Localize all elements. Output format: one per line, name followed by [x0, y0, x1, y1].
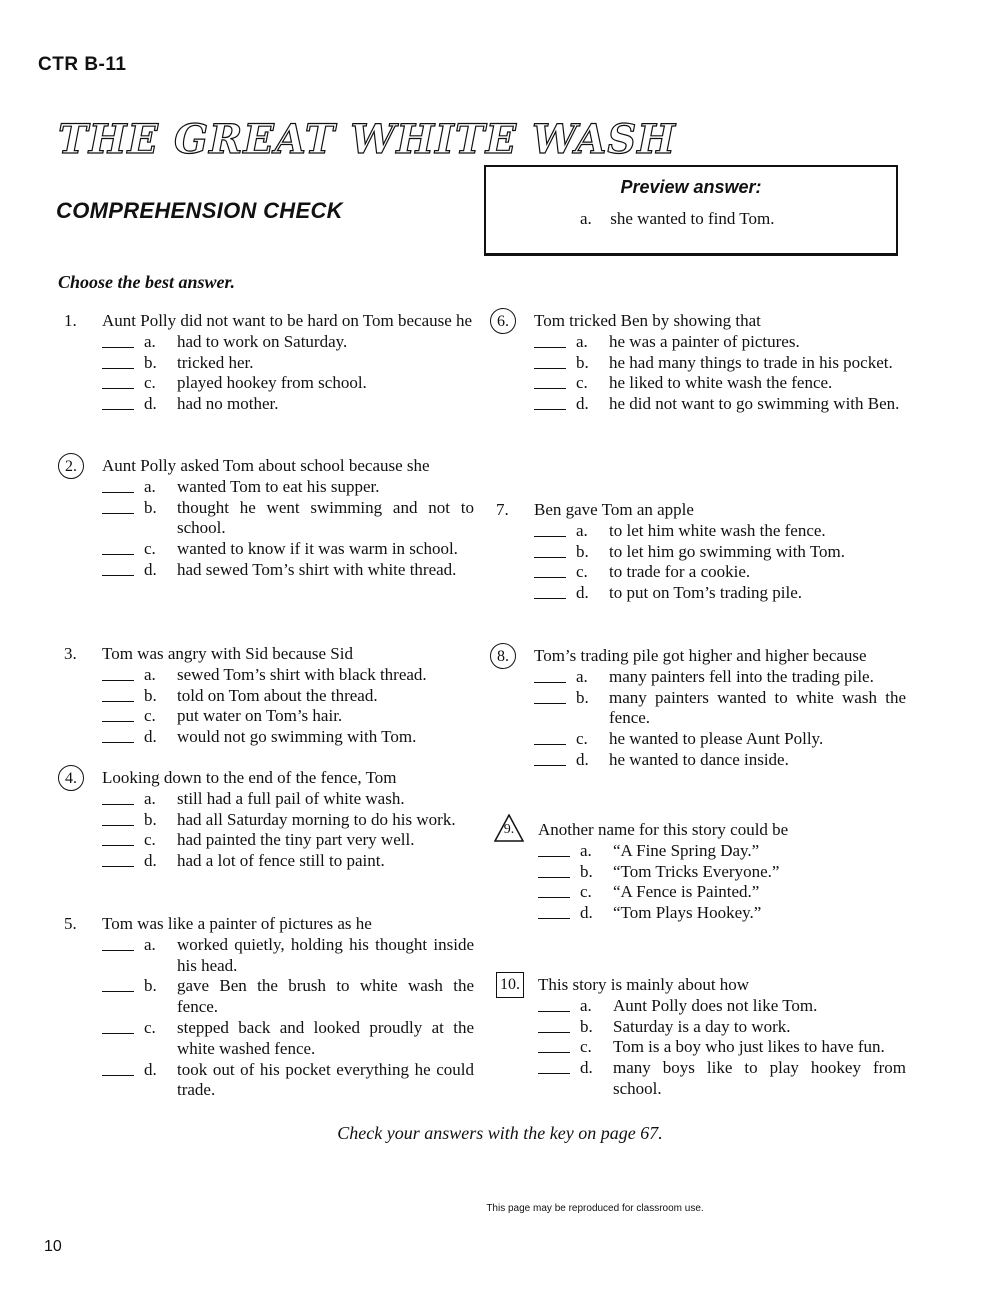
question-1: [64, 311, 474, 415]
option-letter: d.: [144, 394, 157, 414]
option-letter: d.: [144, 851, 157, 871]
question-number-circled: 8.: [490, 643, 516, 669]
option-letter: b.: [576, 687, 589, 707]
answer-option: [102, 830, 474, 851]
option-text: “A Fine Spring Day.”: [613, 840, 760, 860]
answer-option: [102, 373, 474, 394]
option-text: many painters fell into the trading pile.: [609, 666, 874, 686]
option-text: tricked her.: [177, 352, 254, 372]
question-number: 9.: [503, 822, 515, 837]
question-2: [64, 456, 474, 581]
option-letter: c.: [144, 373, 156, 393]
option-letter: d.: [144, 727, 157, 747]
answer-option: [534, 562, 906, 583]
answer-blank[interactable]: [534, 544, 566, 558]
answer-option: [102, 394, 474, 415]
option-text: worked quietly, holding his thought inside his head.: [177, 934, 474, 975]
answer-option: [538, 903, 906, 924]
answer-blank[interactable]: [534, 564, 566, 578]
option-letter: b.: [144, 685, 157, 705]
answer-option: [102, 1018, 474, 1060]
option-letter: b.: [144, 497, 157, 517]
answer-option: [102, 706, 474, 727]
preview-answer-text: she wanted to find Tom.: [610, 209, 775, 228]
option-letter: a.: [580, 840, 592, 860]
answer-option: [534, 583, 906, 604]
question-stem: Aunt Polly asked Tom about school because she: [102, 456, 430, 475]
option-letter: a.: [144, 664, 156, 684]
option-text: he did not want to go swimming with Ben.: [609, 394, 900, 414]
option-letter: b.: [144, 352, 157, 372]
question-stem: Aunt Polly did not want to be hard on Tom because he: [102, 311, 473, 330]
answer-blank[interactable]: [538, 1039, 570, 1053]
answer-option: [534, 688, 906, 730]
option-letter: c.: [144, 539, 156, 559]
question-stem: Tom was angry with Sid because Sid: [102, 644, 353, 663]
answer-blank[interactable]: [102, 396, 134, 410]
option-text: he was a painter of pictures.: [609, 331, 800, 351]
answer-blank[interactable]: [534, 355, 566, 369]
answer-option: [102, 1060, 474, 1102]
page-number: 10: [44, 1238, 62, 1255]
answer-blank[interactable]: [534, 669, 566, 683]
answer-option: [102, 976, 474, 1018]
option-letter: d.: [576, 583, 589, 603]
question-10: [500, 975, 906, 1100]
answer-blank[interactable]: [534, 523, 566, 537]
option-text: had painted the tiny part very well.: [177, 830, 415, 850]
option-text: “Tom Plays Hookey.”: [613, 903, 762, 923]
answer-blank[interactable]: [102, 375, 134, 389]
question-stem: This story is mainly about how: [538, 975, 750, 994]
option-letter: a.: [144, 476, 156, 496]
option-letter: c.: [576, 373, 588, 393]
option-letter: c.: [576, 729, 588, 749]
answer-blank[interactable]: [534, 690, 566, 704]
preview-answer-letter: a.: [580, 209, 592, 228]
option-letter: c.: [144, 706, 156, 726]
answer-option: [538, 882, 906, 903]
reproduction-note: This page may be reproduced for classroom use.: [486, 1203, 704, 1214]
option-text: would not go swimming with Tom.: [177, 727, 417, 747]
question-stem: Tom’s trading pile got higher and higher because: [534, 646, 867, 665]
answer-blank[interactable]: [102, 853, 134, 867]
answer-option: [102, 353, 474, 374]
question-number-circled: 2.: [58, 453, 84, 479]
option-text: had to work on Saturday.: [177, 331, 348, 351]
question-7: [496, 500, 906, 604]
document-code: CTR B-11: [38, 54, 127, 75]
option-letter: c.: [580, 1037, 592, 1057]
answer-blank[interactable]: [538, 998, 570, 1012]
preview-heading: Preview answer:: [620, 177, 762, 197]
option-text: he had many things to trade in his pocket.: [609, 352, 893, 372]
answer-option: [102, 789, 474, 810]
answer-blank[interactable]: [102, 562, 134, 576]
answer-blank[interactable]: [538, 884, 570, 898]
option-text: to let him white wash the fence.: [609, 520, 826, 540]
answer-option: [102, 935, 474, 977]
option-letter: d.: [576, 749, 589, 769]
option-letter: a.: [576, 520, 588, 540]
instructions: Choose the best answer.: [58, 272, 236, 292]
answer-option: [538, 841, 906, 862]
answer-blank[interactable]: [534, 396, 566, 410]
answer-option: [102, 665, 474, 686]
answer-blank[interactable]: [102, 541, 134, 555]
answer-option: [102, 560, 474, 581]
answer-blank[interactable]: [534, 375, 566, 389]
answer-blank[interactable]: [102, 708, 134, 722]
answer-blank[interactable]: [102, 334, 134, 348]
question-4: [64, 768, 474, 872]
option-letter: a.: [144, 331, 156, 351]
option-letter: b.: [576, 541, 589, 561]
answer-blank[interactable]: [102, 1062, 134, 1076]
answer-blank[interactable]: [102, 832, 134, 846]
option-text: to let him go swimming with Tom.: [609, 541, 846, 561]
preview-answer: [580, 209, 774, 229]
answer-blank[interactable]: [102, 978, 134, 992]
option-text: wanted to know if it was warm in school.: [177, 539, 458, 559]
option-text: took out of his pocket everything he could trade.: [177, 1059, 474, 1100]
option-letter: b.: [580, 861, 593, 881]
question-6: [496, 311, 906, 415]
answer-option: [102, 851, 474, 872]
question-stem: Ben gave Tom an apple: [534, 500, 694, 519]
option-letter: b.: [144, 809, 157, 829]
question-9: [500, 820, 906, 924]
option-text: thought he went swimming and not to school.: [177, 497, 474, 538]
question-3: [64, 644, 474, 748]
answer-blank[interactable]: [534, 731, 566, 745]
answer-option: [534, 521, 906, 542]
answer-option: [534, 373, 906, 394]
answer-blank[interactable]: [538, 843, 570, 857]
question-stem: Tom tricked Ben by showing that: [534, 311, 761, 330]
answer-blank[interactable]: [102, 1020, 134, 1034]
option-text: had all Saturday morning to do his work.: [177, 809, 456, 829]
answer-option: [538, 862, 906, 883]
option-text: sewed Tom’s shirt with black thread.: [177, 664, 427, 684]
option-letter: a.: [144, 788, 156, 808]
answer-option: [534, 729, 906, 750]
answer-option: [102, 332, 474, 353]
section-heading: COMPREHENSION CHECK: [56, 198, 343, 223]
answer-option: [534, 353, 906, 374]
option-letter: d.: [144, 559, 157, 579]
option-text: still had a full pail of white wash.: [177, 788, 405, 808]
answer-option: [538, 1058, 906, 1100]
answer-option: [534, 750, 906, 771]
question-number: 5.: [64, 914, 77, 933]
answer-option: [102, 539, 474, 560]
option-letter: d.: [580, 903, 593, 923]
answer-option: [102, 477, 474, 498]
option-text: had sewed Tom’s shirt with white thread.: [177, 559, 457, 579]
answer-blank[interactable]: [102, 479, 134, 493]
question-number: 1.: [64, 311, 77, 330]
option-letter: b.: [576, 352, 589, 372]
answer-option: [538, 1037, 906, 1058]
answer-option: [534, 332, 906, 353]
answer-blank[interactable]: [102, 791, 134, 805]
answer-blank[interactable]: [534, 334, 566, 348]
option-text: put water on Tom’s hair.: [177, 706, 343, 726]
option-text: had a lot of fence still to paint.: [177, 851, 385, 871]
option-text: told on Tom about the thread.: [177, 685, 378, 705]
option-letter: b.: [144, 976, 157, 996]
option-letter: a.: [580, 995, 592, 1015]
question-stem: Tom was like a painter of pictures as he: [102, 914, 372, 933]
check-answers-note: Check your answers with the key on page 67.: [337, 1123, 663, 1143]
option-letter: b.: [580, 1016, 593, 1036]
question-number-circled: 4.: [58, 765, 84, 791]
question-stem: Another name for this story could be: [538, 820, 789, 839]
question-number-boxed: 10.: [496, 972, 524, 998]
answer-blank[interactable]: [538, 864, 570, 878]
question-number-circled: 6.: [490, 308, 516, 334]
preview-answer-box: [484, 165, 898, 256]
option-text: he wanted to please Aunt Polly.: [609, 729, 824, 749]
answer-blank[interactable]: [102, 812, 134, 826]
option-text: Saturday is a day to work.: [613, 1016, 791, 1036]
story-title: THE GREAT WHITE WASH: [58, 116, 677, 163]
question-8: [496, 646, 906, 771]
option-text: many painters wanted to white wash the fence.: [609, 687, 906, 728]
option-text: had no mother.: [177, 394, 279, 414]
answer-blank[interactable]: [102, 667, 134, 681]
answer-blank[interactable]: [538, 905, 570, 919]
answer-blank[interactable]: [534, 585, 566, 599]
answer-option: [102, 498, 474, 540]
question-5: [64, 914, 474, 1101]
answer-option: [534, 667, 906, 688]
answer-option: [102, 686, 474, 707]
option-text: gave Ben the brush to white wash the fence.: [177, 976, 474, 1017]
option-text: played hookey from school.: [177, 373, 367, 393]
option-letter: c.: [144, 1017, 156, 1037]
question-number: 7.: [496, 500, 509, 519]
option-text: wanted Tom to eat his supper.: [177, 476, 380, 496]
answer-blank[interactable]: [538, 1019, 570, 1033]
option-text: to trade for a cookie.: [609, 562, 751, 582]
option-letter: a.: [576, 666, 588, 686]
option-text: stepped back and looked proudly at the white washed fence.: [177, 1017, 474, 1058]
question-stem: Looking down to the end of the fence, Tom: [102, 768, 397, 787]
option-text: “Tom Tricks Everyone.”: [613, 861, 780, 881]
answer-blank[interactable]: [534, 752, 566, 766]
option-text: Aunt Polly does not like Tom.: [613, 995, 818, 1015]
answer-option: [538, 996, 906, 1017]
answer-option: [534, 542, 906, 563]
option-text: “A Fence is Painted.”: [613, 882, 760, 902]
answer-blank[interactable]: [538, 1060, 570, 1074]
option-letter: a.: [144, 934, 156, 954]
option-letter: c.: [580, 882, 592, 902]
answer-blank[interactable]: [102, 937, 134, 951]
answer-blank[interactable]: [102, 688, 134, 702]
answer-blank[interactable]: [102, 500, 134, 514]
option-letter: c.: [144, 830, 156, 850]
answer-blank[interactable]: [102, 355, 134, 369]
answer-option: [538, 1017, 906, 1038]
option-letter: d.: [580, 1058, 593, 1078]
option-letter: d.: [576, 394, 589, 414]
option-letter: c.: [576, 562, 588, 582]
option-text: Tom is a boy who just likes to have fun.: [613, 1037, 885, 1057]
option-letter: a.: [576, 331, 588, 351]
option-text: he wanted to dance inside.: [609, 749, 789, 769]
answer-option: [102, 727, 474, 748]
option-text: he liked to white wash the fence.: [609, 373, 833, 393]
question-number-triangle: [494, 814, 524, 842]
question-number: 3.: [64, 644, 77, 663]
option-text: to put on Tom’s trading pile.: [609, 583, 803, 603]
option-letter: d.: [144, 1059, 157, 1079]
answer-option: [102, 810, 474, 831]
answer-option: [534, 394, 906, 415]
answer-blank[interactable]: [102, 729, 134, 743]
option-text: many boys like to play hookey from school.: [613, 1058, 906, 1098]
